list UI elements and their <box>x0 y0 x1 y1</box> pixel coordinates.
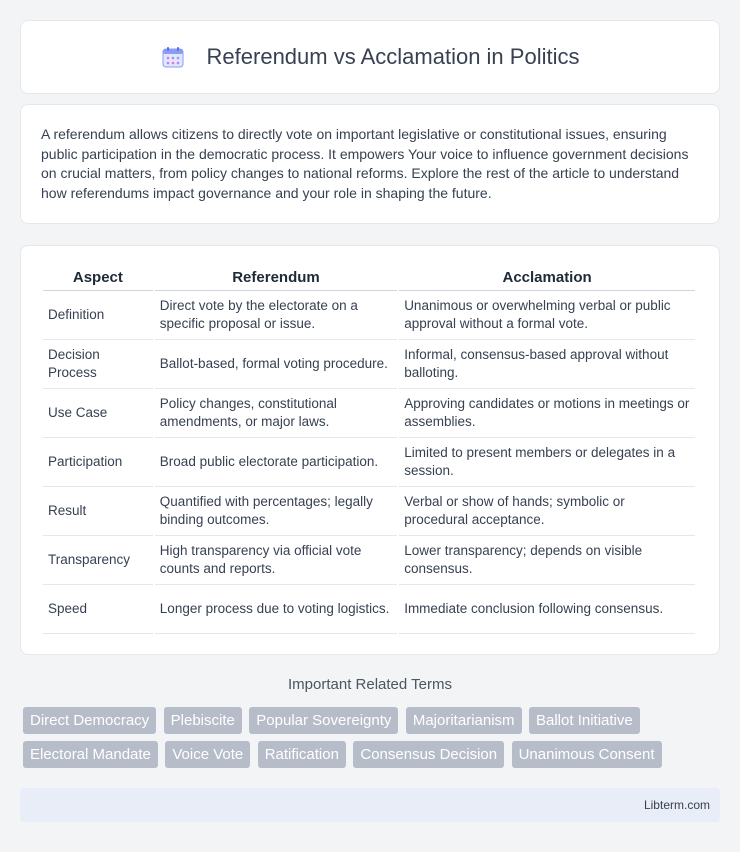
table-header-row <box>43 266 695 291</box>
tag-voice-vote[interactable]: Voice Vote <box>165 741 250 768</box>
row-aspect: Transparency <box>43 536 153 585</box>
row-referendum: Longer process due to voting logistics. <box>155 585 397 634</box>
table-row <box>43 291 695 340</box>
tag-majoritarianism[interactable]: Majoritarianism <box>406 707 522 734</box>
table-row <box>43 389 695 438</box>
header-aspect: Aspect <box>43 266 153 291</box>
row-acclamation: Unanimous or overwhelming verbal or public approval without a formal vote. <box>399 291 695 340</box>
footer-site-link[interactable]: Libterm.com <box>643 798 710 812</box>
related-terms-title: Important Related Terms <box>288 676 452 693</box>
row-acclamation: Limited to present members or delegates in a session. <box>399 438 695 487</box>
intro-text: A referendum allows citizens to directly vote on important legislative or constitutional issues, ensuring public participation in the democratic process. It empowers Your voice to influence government decisions on crucial matters, from policy changes to national reforms. Explore the rest of the article to understand how referendums impact governance and your role in shaping the future. <box>41 126 689 201</box>
row-aspect: Definition <box>43 291 153 340</box>
calendar-icon <box>161 45 185 69</box>
row-acclamation: Lower transparency; depends on visible consensus. <box>399 536 695 585</box>
tag-popular-sovereignty[interactable]: Popular Sovereignty <box>249 707 398 734</box>
row-acclamation: Informal, consensus-based approval without balloting. <box>399 340 695 389</box>
row-aspect: Use Case <box>43 389 153 438</box>
row-referendum: Quantified with percentages; legally binding outcomes. <box>155 487 397 536</box>
table-row <box>43 438 695 487</box>
table-row <box>43 487 695 536</box>
page-title: Referendum vs Acclamation in Politics <box>206 44 580 69</box>
intro-card <box>20 104 720 224</box>
row-acclamation: Verbal or show of hands; symbolic or procedural acceptance. <box>399 487 695 536</box>
row-referendum: Ballot-based, formal voting procedure. <box>155 340 397 389</box>
row-aspect: Decision Process <box>43 340 153 389</box>
footer <box>20 788 720 822</box>
tag-plebiscite[interactable]: Plebiscite <box>164 707 242 734</box>
header-referendum: Referendum <box>155 266 397 291</box>
tag-direct-democracy[interactable]: Direct Democracy <box>23 707 156 734</box>
row-aspect: Participation <box>43 438 153 487</box>
header-card <box>20 20 720 94</box>
header-acclamation: Acclamation <box>399 266 695 291</box>
tag-electoral-mandate[interactable]: Electoral Mandate <box>23 741 158 768</box>
row-acclamation: Immediate conclusion following consensus. <box>399 585 695 634</box>
tag-consensus-decision[interactable]: Consensus Decision <box>353 741 504 768</box>
related-terms-list <box>23 707 723 775</box>
row-referendum: High transparency via official vote counts and reports. <box>155 536 397 585</box>
row-aspect: Speed <box>43 585 153 634</box>
row-referendum: Direct vote by the electorate on a specific proposal or issue. <box>155 291 397 340</box>
tag-unanimous-consent[interactable]: Unanimous Consent <box>512 741 662 768</box>
comparison-table <box>41 266 697 634</box>
tag-ballot-initiative[interactable]: Ballot Initiative <box>529 707 640 734</box>
row-aspect: Result <box>43 487 153 536</box>
row-referendum: Policy changes, constitutional amendments, or major laws. <box>155 389 397 438</box>
row-acclamation: Approving candidates or motions in meetings or assemblies. <box>399 389 695 438</box>
tag-ratification[interactable]: Ratification <box>258 741 346 768</box>
row-referendum: Broad public electorate participation. <box>155 438 397 487</box>
table-row <box>43 536 695 585</box>
table-row <box>43 585 695 634</box>
comparison-table-card <box>20 245 720 655</box>
table-row <box>43 340 695 389</box>
